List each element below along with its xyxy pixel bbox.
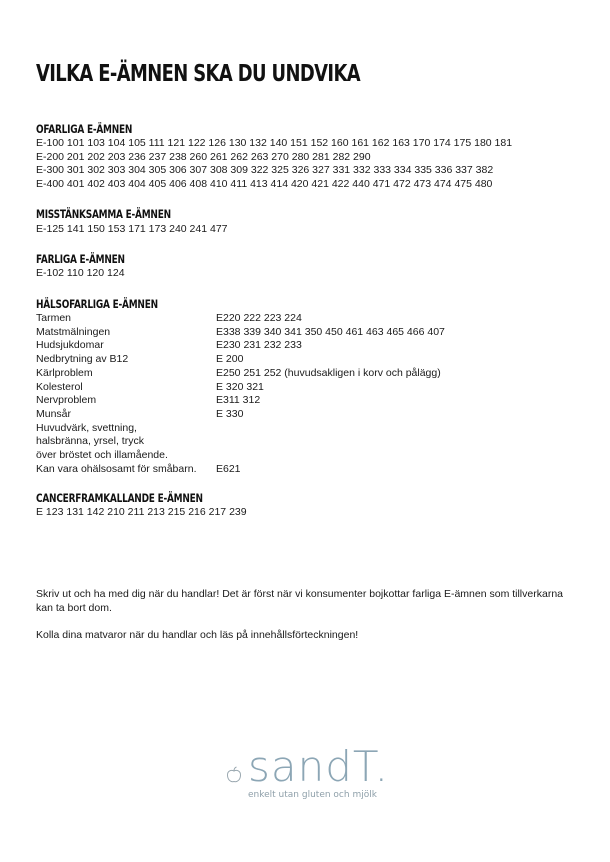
health-row [36,408,576,422]
health-row [36,422,576,436]
health-condition: Munsår [36,407,72,420]
section-heading-carcinogenic: CANCERFRAMKALLANDE E-ÄMNEN [36,491,203,505]
harmless-line: E-300 301 302 303 304 305 306 307 308 309 322 325 326 327 331 332 333 334 335 336 337 382 [36,164,494,176]
health-row [36,463,576,477]
harmless-line: E-400 401 402 403 404 405 406 408 410 411 413 414 420 421 422 440 471 472 473 474 475 480 [36,178,493,190]
health-condition: Hudsjukdomar [36,339,104,352]
health-condition: Nedbrytning av B12 [36,353,129,366]
health-row [36,312,576,326]
health-codes: E250 251 252 (huvudsakligen i korv och pålägg) [216,366,441,379]
dangerous-line: E-102 110 120 124 [36,267,125,279]
health-condition: Matstmälningen [36,325,111,338]
health-row [36,326,576,340]
logo-wordmark: sandT. [248,742,389,791]
health-condition: Kan vara ohälsosamt för småbarn. [36,462,197,475]
carcinogenic-line: E 123 131 142 210 211 213 215 216 217 239 [36,506,247,518]
health-row [36,353,576,367]
health-condition: över bröstet och illamående. [36,449,168,462]
health-codes: E311 312 [216,394,261,407]
health-condition: Kärlproblem [36,366,93,379]
health-codes: E 200 [216,353,244,366]
section-heading-suspicious: MISSTÄNKSAMMA E-ÄMNEN [36,207,171,221]
sandt-logo [222,742,389,808]
health-row [36,339,576,353]
suspicious-line: E-125 141 150 153 171 173 240 241 477 [36,223,228,235]
section-heading-health: HÄLSOFARLIGA E-ÄMNEN [36,297,158,311]
health-condition: halsbränna, yrsel, tryck [36,435,144,448]
health-condition: Tarmen [36,312,72,324]
health-row [36,394,576,408]
harmless-line: E-100 101 103 104 105 111 121 122 126 130 132 140 151 152 160 161 162 163 170 174 175 180 181 [36,137,513,149]
health-codes: E 320 321 [216,380,264,393]
health-condition: Nervproblem [36,394,97,407]
logo-tagline: enkelt utan gluten och mjölk [248,790,377,800]
section-heading-dangerous: FARLIGA E-ÄMNEN [36,252,125,266]
apple-icon [226,766,242,784]
health-codes: E 330 [216,407,244,420]
health-codes: E621 [216,462,241,475]
health-row [36,449,576,463]
harmless-line: E-200 201 202 203 236 237 238 260 261 262 263 270 280 281 282 290 [36,151,371,163]
health-row [36,435,576,449]
check-note: Kolla dina matvaror när du handlar och läs på innehållsförteckningen! [36,629,359,641]
print-note: Skriv ut och ha med dig när du handlar! Det är först när vi konsumenter bojkottar farliga E-ämnen som tillverkarna kan ta bort dom. [36,588,563,614]
health-codes: E230 231 232 233 [216,339,302,352]
health-codes: E338 339 340 341 350 450 461 463 465 466 407 [216,325,445,338]
health-table [36,312,576,476]
section-heading-harmless: OFARLIGA E-ÄMNEN [36,122,133,136]
health-row [36,367,576,381]
health-row [36,381,576,395]
health-condition: Huvudvärk, svettning, [36,421,137,434]
page-title: VILKA E-ÄMNEN SKA DU UNDVIKA [36,61,361,87]
health-condition: Kolesterol [36,380,83,393]
health-codes: E220 222 223 224 [216,312,302,324]
